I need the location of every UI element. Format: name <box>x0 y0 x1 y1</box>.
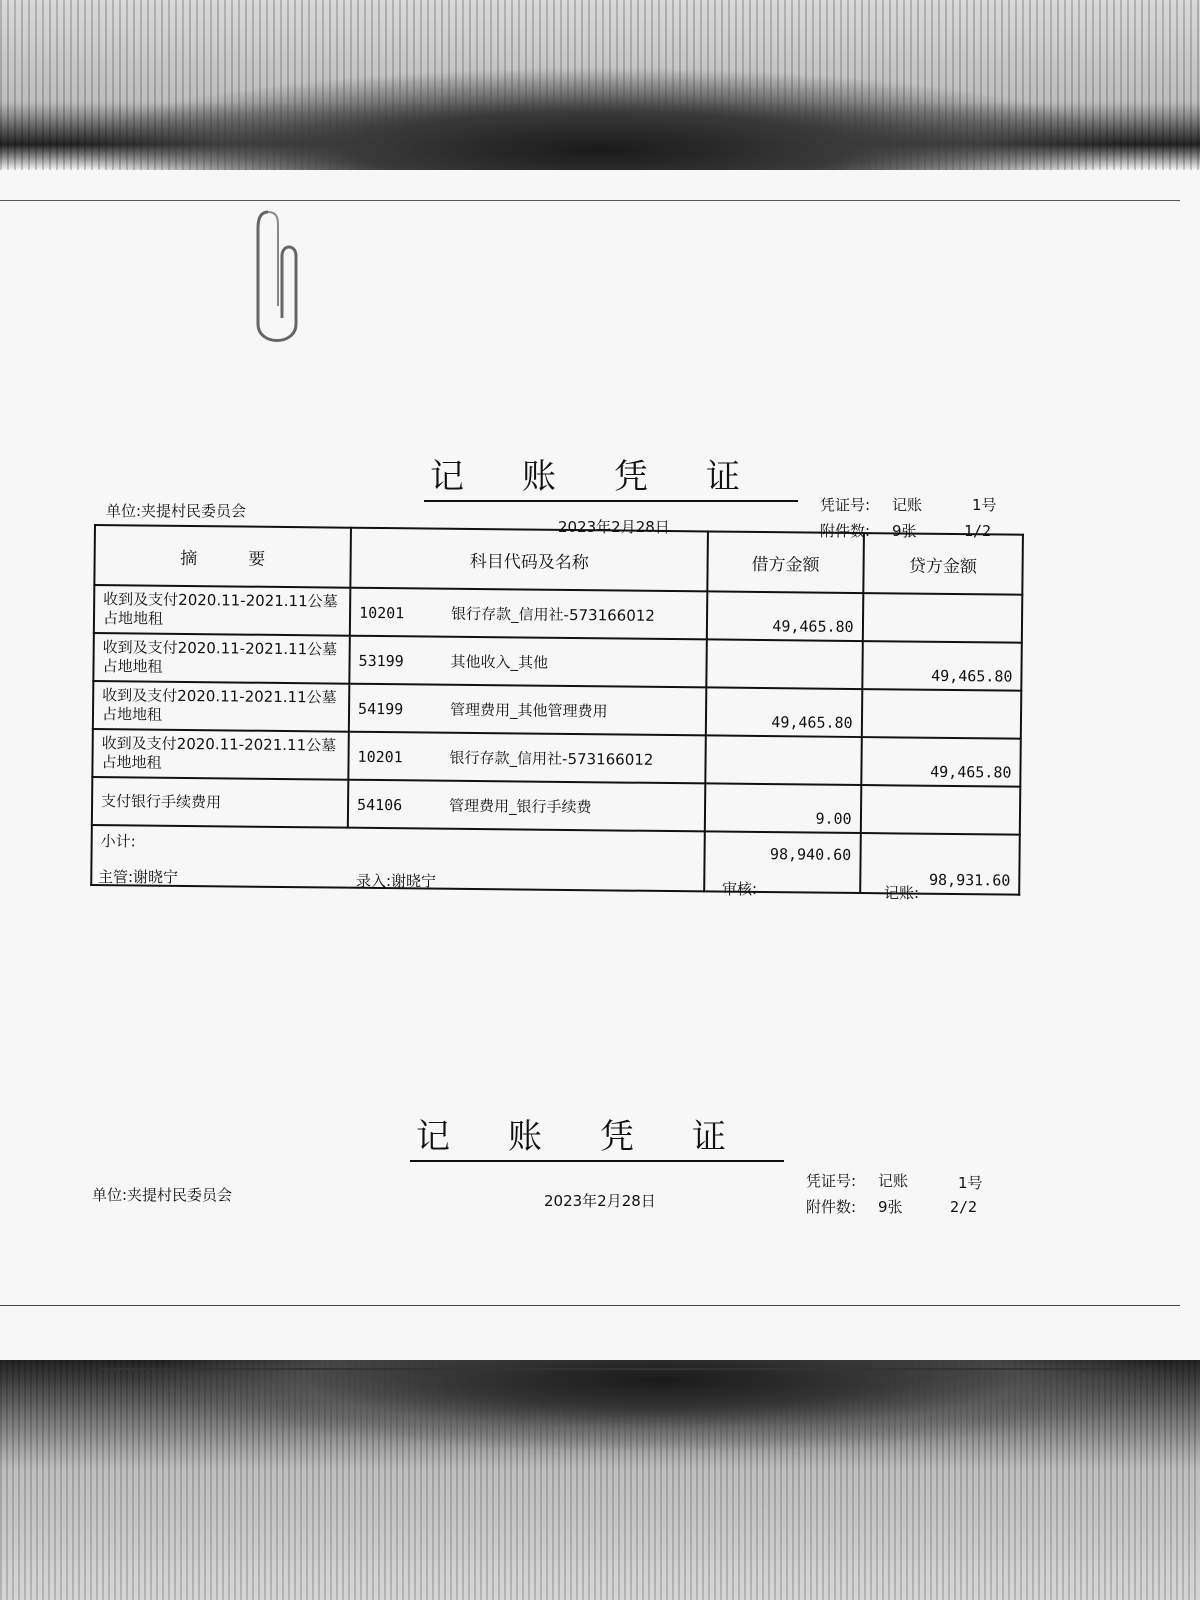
row-credit: 49,465.80 <box>862 641 1022 691</box>
account-code: 54106 <box>357 795 403 814</box>
row-credit <box>861 689 1021 739</box>
row-credit <box>862 593 1022 643</box>
voucher-no-type: 记账 <box>878 1172 909 1190</box>
voucher-no-value: 1号 <box>972 496 997 514</box>
voucher-no-value: 1号 <box>958 1174 983 1192</box>
row-summary: 收到及支付2020.11-2021.11公墓占地地租 <box>93 681 350 732</box>
subtotal-row <box>91 825 1020 895</box>
row-summary: 收到及支付2020.11-2021.11公墓占地地租 <box>94 585 351 636</box>
voucher-title: 记账凭证 <box>410 1114 784 1162</box>
scan-fold-line-lower <box>0 1305 1180 1306</box>
subtotal-label: 小计: <box>91 825 705 891</box>
supervisor-signature: 主管:谢晓宁 <box>98 868 179 886</box>
header-account: 科目代码及名称 <box>350 528 708 592</box>
voucher-no-label: 凭证号: <box>820 496 871 514</box>
bookkeeper-signature: 记账: <box>884 884 920 902</box>
voucher-table <box>90 524 1024 896</box>
row-debit <box>706 735 862 785</box>
entry-signature: 录入:谢晓宁 <box>356 872 437 890</box>
row-debit: 49,465.80 <box>706 687 862 737</box>
scan-line-lower <box>100 1368 1150 1370</box>
attachments-value: 9张 <box>892 522 917 540</box>
account-code: 54199 <box>358 699 404 718</box>
subtotal-debit: 98,940.60 <box>705 831 861 893</box>
attachments-value: 9张 <box>878 1198 903 1216</box>
row-account <box>348 732 706 784</box>
attachments-label: 附件数: <box>820 522 871 540</box>
row-debit: 9.00 <box>705 783 861 833</box>
page-indicator: 1/2 <box>964 522 992 540</box>
row-summary: 支付银行手续费用 <box>92 777 349 828</box>
account-code: 10201 <box>359 603 405 622</box>
scan-noise-top <box>0 0 1200 170</box>
header-summary: 摘 要 <box>94 525 351 588</box>
row-debit <box>707 639 863 689</box>
voucher-no-type: 记账 <box>892 496 923 514</box>
voucher-title: 记账凭证 <box>424 454 798 502</box>
row-debit: 49,465.80 <box>707 591 863 641</box>
header-debit: 借方金额 <box>708 531 864 593</box>
account-name: 银行存款_信用社-573166012 <box>449 748 654 769</box>
row-account <box>348 780 706 832</box>
table-header-row <box>94 525 1023 595</box>
voucher-date: 2023年2月28日 <box>558 518 670 536</box>
account-name: 管理费用_其他管理费用 <box>450 700 608 720</box>
voucher-no-label: 凭证号: <box>806 1172 857 1190</box>
scan-fold-line <box>0 200 1180 201</box>
voucher-date: 2023年2月28日 <box>544 1192 656 1210</box>
account-name: 其他收入_其他 <box>450 652 549 672</box>
review-signature: 审核: <box>722 880 758 898</box>
row-account <box>349 684 707 736</box>
unit-label: 单位:夹提村民委员会 <box>106 502 247 520</box>
attachments-label: 附件数: <box>806 1198 857 1216</box>
unit-label: 单位:夹提村民委员会 <box>92 1186 233 1204</box>
header-credit: 贷方金额 <box>863 533 1023 595</box>
page-indicator: 2/2 <box>950 1198 978 1216</box>
subtotal-credit: 98,931.60 <box>860 833 1020 895</box>
row-summary: 收到及支付2020.11-2021.11公墓占地地租 <box>92 729 349 780</box>
row-account <box>350 588 708 640</box>
account-name: 管理费用_银行手续费 <box>449 796 592 816</box>
paperclip-icon <box>256 206 300 348</box>
row-summary: 收到及支付2020.11-2021.11公墓占地地租 <box>93 633 350 684</box>
account-name: 银行存款_信用社-573166012 <box>451 604 656 625</box>
account-code: 53199 <box>358 651 404 670</box>
scan-noise-bottom <box>0 1360 1200 1600</box>
account-code: 10201 <box>357 747 403 766</box>
row-credit <box>860 785 1020 835</box>
row-credit: 49,465.80 <box>861 737 1021 787</box>
row-account <box>349 636 707 688</box>
